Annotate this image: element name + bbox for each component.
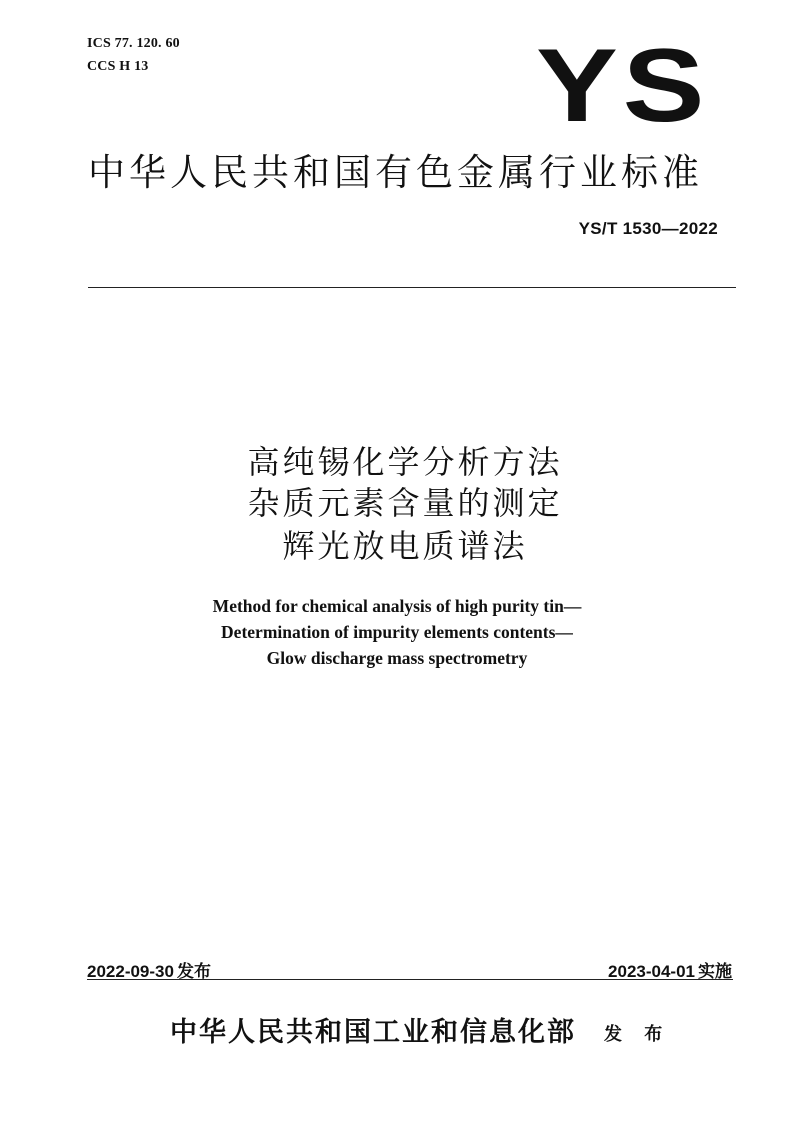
publish-date: 2022-09-30 — [87, 962, 174, 981]
issuing-authority: 中华人民共和国工业和信息化部 — [170, 1017, 576, 1048]
english-title-line-2: Determination of impurity elements contents— — [221, 622, 573, 642]
standard-category-title: 中华人民共和国有色金属行业标准 — [88, 151, 703, 194]
english-title-line-1: Method for chemical analysis of high purity tin— — [212, 596, 582, 616]
ccs-code: CCS H 13 — [87, 59, 149, 74]
english-title-line-3: Glow discharge mass spectrometry — [266, 648, 528, 668]
chinese-title-line-3: 辉光放电质谱法 — [282, 527, 528, 565]
header-divider — [88, 287, 736, 288]
ics-code: ICS 77. 120. 60 — [87, 36, 180, 51]
chinese-title-line-1: 高纯锡化学分析方法 — [247, 443, 563, 481]
standard-number: YS/T 1530—2022 — [578, 219, 718, 238]
issue-label: 发 布 — [604, 1024, 671, 1045]
chinese-title-line-2: 杂质元素含量的测定 — [247, 484, 563, 522]
implement-label: 实施 — [698, 962, 732, 982]
footer-divider — [87, 979, 733, 980]
implement-date: 2023-04-01 — [608, 962, 695, 981]
publish-label: 发布 — [176, 962, 211, 982]
ys-logo: YS — [536, 28, 710, 144]
